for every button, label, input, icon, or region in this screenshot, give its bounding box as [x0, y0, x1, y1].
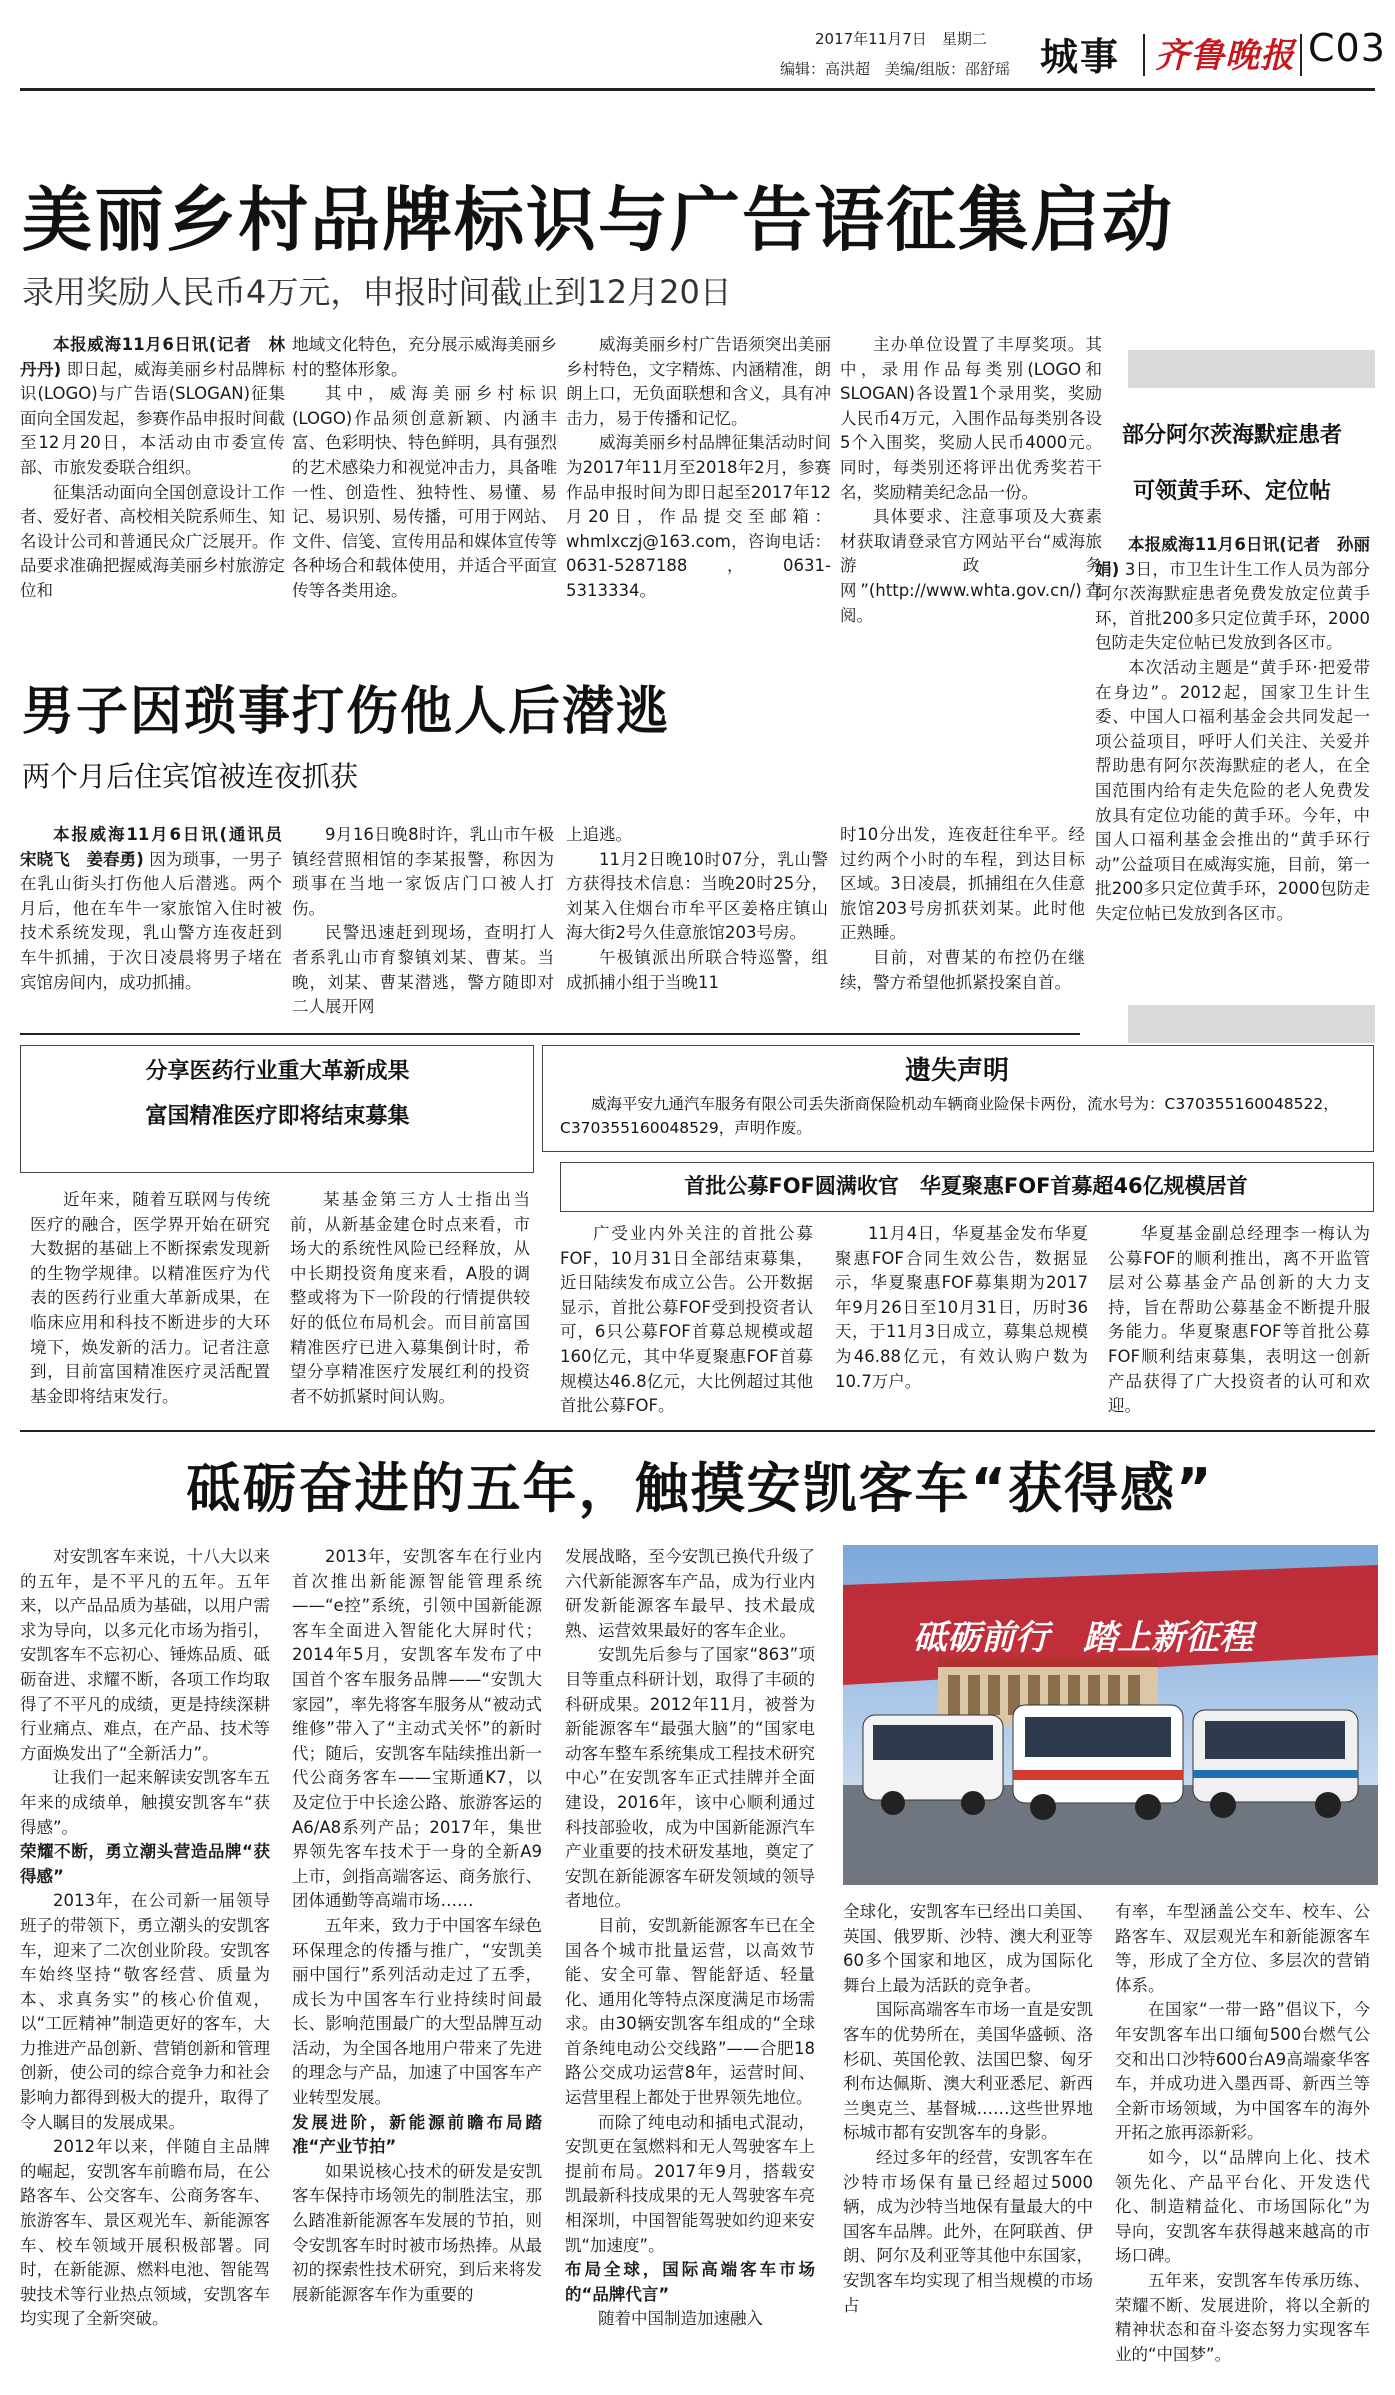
mid-rule-2: [20, 1430, 1375, 1432]
mid-rule-1: [20, 1033, 1080, 1035]
article3-col4: 全球化，安凯客车已经出口美国、英国、俄罗斯、沙特、澳大利亚等60多个国家和地区，成为国际化舞台上最为活跃的竞争者。 国际高端客车市场一直是安凯客车的优势所在，美国华盛顿、洛杉矶、英国伦敦、法国巴黎、匈牙利布达佩斯、澳大利亚悉尼、新西兰奥克兰、基督城……这些世界地标城市都有安凯客车的身影。 经过多年的经营，安凯客车在沙特市场保有量已经超过5000辆，成为沙特当地保有量最大的中国客车品牌。此外，在阿联酋、伊朗、阿尔及利亚等其他中东国家，安凯客车均实现了相当规模的市场占: [843, 1902, 1093, 2315]
bus-1: [863, 1715, 1003, 1815]
paper-logo: 齐鲁晚报: [1155, 36, 1295, 76]
article3-heading-2: 发展进阶，新能源前瞻布局踏准“产业节拍”: [292, 2112, 542, 2157]
masthead-divider: [1143, 34, 1145, 76]
article1-title: 美丽乡村品牌标识与广告语征集启动: [22, 179, 1174, 261]
ad2-title: 首批公募FOF圆满收官 华夏聚惠FOF首募超46亿规模居首: [684, 1174, 1248, 1198]
bus-2: [1013, 1705, 1183, 1820]
sidebar-body: 本报威海11月6日讯(记者 孙丽娟) 3日，市卫生计生工作人员为部分阿尔茨海默症患者免费发放定位黄手环，首批200多只定位黄手环，2000包防走失定位帖已发放到各区市。 本次活动主题是“黄手环·把爱带在身边”。2012起，国家卫生计生委、中国人口福利基金会共同发起一项公益项目，呼吁人们关注、关爱并帮助患有阿尔茨海默症的老人，在全国范围内给有走失危险的老人免费发放具有定位功能的黄手环。今年，中国人口福利基金会推出的“黄手环行动”公益项目在威海实施，目前，第一批200多只定位黄手环，2000包防走失定位帖已发放到各区市。: [1095, 535, 1371, 923]
sidebar-band-top: [1128, 350, 1375, 388]
article1-col2: 地域文化特色，充分展示威海美丽乡村的整体形象。 其中，威海美丽乡村标识(LOGO)作品须创意新颖、内涵丰富、色彩明快、特色鲜明，具有强烈的艺术感染力和视觉冲击力，具备唯一性、创造性、独特性、易懂、易记、易识别、易传播，可用于网站、文件、信笺、宣传用品和媒体宣传等各种场合和载体使用，并适合平面宣传等各类用途。: [292, 335, 557, 600]
sidebar-title-1: 部分阿尔茨海默症患者: [1121, 423, 1342, 448]
notice-title: 遗失声明: [904, 1056, 1009, 1086]
ad2-col3: 华夏基金副总经理李一梅认为公募FOF的顺利推出，离不开监管层对公募基金产品创新的大力支持，旨在帮助公募基金不断提升服务能力。华夏聚惠FOF等首批公募FOF顺利结束募集，表明这一创新产品获得了广大投资者的认可和欢迎。: [1108, 1224, 1370, 1416]
article2-col1: 本报威海11月6日讯(通讯员 宋晓飞 姜春勇) 因为琐事，一男子在乳山街头打伤他人后潜逃。两个月后，他在车牛一家旅馆入住时被技术系统发现，乳山警方连夜赶到车牛抓捕，于次日凌晨将男子堵在宾馆房间内，成功抓捕。: [20, 825, 299, 992]
article3-col5: 有率，车型涵盖公交车、校车、公路客车、双层观光车和新能源客车等，形成了全方位、多层次的营销体系。 在国家“一带一路”倡议下，今年安凯客车出口缅甸500台燃气公交和出口沙特600台A9高端豪华客车，并成功进入墨西哥、新西兰等全新市场领域，为中国客车的海外开拓之旅再添新彩。 如今，以“品牌向上化、技术领先化、产品平台化、开发迭代化、制造精益化、市场国际化”为导向，安凯客车获得越来越高的市场口碑。 五年来，安凯客车传承历练、荣耀不断、发展进阶，将以全新的精神状态和奋斗姿态努力实现客车业的“中国梦”。: [1115, 1902, 1370, 2364]
section-name: 城事: [1040, 35, 1121, 79]
ad1-col2: 某基金第三方人士指出当前，从新基金建仓时点来看，市场大的系统性风险已经释放，从中长期投资角度来看，A股的调整或将为下一阶段的行情提供较好的低位布局机会。而目前富国精准医疗已进入募集倒计时，希望分享精准医疗发展红利的投资者不妨抓紧时间认购。: [290, 1190, 530, 1406]
ad1-title-2: 富国精准医疗即将结束募集: [145, 1104, 410, 1129]
article2-col3: 上追逃。 11月2日晚10时07分，乳山警方获得技术信息：当晚20时25分，刘某入住烟台市牟平区姜格庄镇山海大街2号久佳意旅馆203号房。 午极镇派出所联合特巡警，组成抓捕小组于当晚11: [566, 825, 828, 992]
masthead-rule: [20, 88, 1375, 91]
article2-subtitle: 两个月后住宾馆被连夜抓获: [22, 760, 359, 793]
bus-3: [1193, 1710, 1358, 1818]
sidebar-title-2: 可领黄手环、定位帖: [1132, 479, 1331, 504]
article2-title: 男子因琐事打伤他人后潜逃: [22, 682, 671, 742]
article2-col4: 时10分出发，连夜赶往牟平。经过约两个小时的车程，到达目标区域。3日凌晨，抓捕组在久佳意旅馆203号房抓获刘某。此时他正熟睡。 目前，对曹某的布控仍在继续，警方希望他抓紧投案自首。: [840, 825, 1085, 992]
article1-subtitle: 录用奖励人民币4万元，申报时间截止到12月20日: [22, 273, 732, 311]
ad1-title-1: 分享医药行业重大革新成果: [145, 1059, 410, 1084]
article3-col1: 对安凯客车来说，十八大以来的五年，是不平凡的五年。五年来，以产品品质为基础，以用户需求为导向，以多元化市场为指引，安凯客车不忘初心、锤炼品质、砥砺奋进、求耀不断，各项工作均取得了不平凡的成绩，更是持续深耕行业痛点、难点，在产品、技术等方面焕发出了“全新活力”。 让我们一起来解读安凯客车五年来的成绩单，触摸安凯客车“获得感”。 荣耀不断，勇立潮头营造品牌“获得感” 2013年，在公司新一届领导班子的带领下，勇立潮头的安凯客车，迎来了二次创业阶段。安凯客车始终坚持“敬客经营、质量为本、求真务实”的核心价值观，以“工匠精神”制造更好的客车，大力推进产品创新、营销创新和管理创新，使公司的综合竞争力和社会影响力都得到极大的提升，取得了令人瞩目的发展成果。 2012年以来，伴随自主品牌的崛起，安凯客车前瞻布局，在公路客车、公交客车、公商务客车、旅游客车、景区观光车、新能源客车、校车领域开展积极部署。同时，在新能源、燃料电池、智能驾驶技术等行业热点领域，安凯客车均实现了全新突破。: [20, 1547, 270, 2329]
ankai-bus-photo: [843, 1545, 1378, 1885]
sidebar-band-bottom: [1128, 1005, 1375, 1043]
article1-col4: 主办单位设置了丰厚奖项。其中，录用作品每类别(LOGO和SLOGAN)各设置1个录用奖，奖励人民币4万元，入围作品每类别各设5个入围奖，奖励人民币4000元。同时，每类别还将评出优秀奖若干名，奖励精美纪念品一份。 具体要求、注意事项及大赛素材获取请登录官方网站平台“威海旅游政务网”(http://www.whta.gov.cn/)查阅。: [840, 335, 1102, 625]
page-number: C03: [1308, 26, 1386, 70]
masthead-divider-2: [1300, 34, 1302, 76]
photo-caption: 砥砺前行 踏上新征程: [913, 1618, 1253, 1658]
article1-col3: 威海美丽乡村广告语须突出美丽乡村特色，文字精炼、内涵精准，朗朗上口，无负面联想和含义，具有冲击力，易于传播和记忆。 威海美丽乡村品牌征集活动时间为2017年11月至2018年2月，参赛作品申报时间为即日起至2017年12月20日，作品提交至邮箱：whmlxczj@163.com，咨询电话：0631-5287188，0631-5313334。: [566, 335, 831, 600]
ad2-col1: 广受业内外关注的首批公募FOF，10月31日全部结束募集，近日陆续发布成立公告。公开数据显示，首批公募FOF受到投资者认可，6只公募FOF首募总规模或超160亿元，其中华夏聚惠FOF首募规模达46.8亿元，大比例超过其他首批公募FOF。: [560, 1224, 813, 1416]
ad1-col1: 近年来，随着互联网与传统医疗的融合，医学界开始在研究大数据的基础上不断探索发现新的生物学规律。以精准医疗为代表的医药行业重大革新成果，在临床应用和科技不断进步的大环境下，焕发新的活力。记者注意到，目前富国精准医疗灵活配置基金即将结束发行。: [30, 1190, 270, 1406]
article2-col2: 9月16日晚8时许，乳山市午极镇经营照相馆的李某报警，称因为琐事在当地一家饭店门口被人打伤。 民警迅速赶到现场，查明打人者系乳山市育黎镇刘某、曹某。当晚，刘某、曹某潜逃，警方随即对二人展开网: [292, 825, 554, 1017]
article3-heading-1: 荣耀不断，勇立潮头营造品牌“获得感”: [20, 1842, 270, 1886]
notice-body: 威海平安九通汽车服务有限公司丢失浙商保险机动车辆商业险保卡两份，流水号为：C370355160048522，C370355160048529，声明作废。: [560, 1095, 1339, 1137]
ad2-col2: 11月4日，华夏基金发布华夏聚惠FOF合同生效公告，数据显示，华夏聚惠FOF募集期为2017年9月26日至10月31日，历时36天，于11月3日成立，募集总规模为46.88亿元，有效认购户数为10.7万户。: [835, 1224, 1088, 1391]
article3-col2: 2013年，安凯客车在行业内首次推出新能源智能管理系统——“e控”系统，引领中国新能源客车全面进入智能化大屏时代；2014年5月，安凯客车发布了中国首个客车服务品牌——“安凯大家园”，率先将客车服务从“被动式维修”带入了“主动式关怀”的新时代；随后，安凯客车陆续推出新一代公商务客车——宝斯通K7，以及定位于中长途公路、旅游客运的A6/A8系列产品；2017年，集世界领先客车技术于一身的全新A9上市，剑指高端客运、商务旅行、团体通勤等高端市场…… 五年来，致力于中国客车绿色环保理念的传播与推广，“安凯美丽中国行”系列活动走过了五季，成长为中国客车行业持续时间最长、影响范围最广的大型品牌互动活动，为全国各地用户带来了先进的理念与产品，加速了中国客车产业转型发展。 发展进阶，新能源前瞻布局踏准“产业节拍” 如果说核心技术的研发是安凯客车保持市场领先的制胜法宝，那么踏准新能源客车发展的节拍，则令安凯客车时时被市场热捧。从最初的探索性技术研究，到后来将发展新能源客车作为重要的: [292, 1547, 542, 2304]
issue-date: 2017年11月7日 星期二: [815, 30, 987, 48]
article3-title: 砥砺奋进的五年，触摸安凯客车“获得感”: [186, 1457, 1214, 1520]
bus-illustration: [843, 1545, 1378, 1885]
editors-line: 编辑：高洪超 美编/组版：邵舒瑶: [780, 60, 1011, 78]
article3-heading-3: 布局全球，国际高端客车市场的“品牌代言”: [565, 2260, 815, 2304]
article1-col1: 本报威海11月6日讯(记者 林丹丹) 即日起，威海美丽乡村品牌标识(LOGO)与广告语(SLOGAN)征集面向全国发起，参赛作品申报时间截至12月20日，本活动由市委宣传部、市旅发委联合组织。 征集活动面向全国创意设计工作者、爱好者、高校相关院系师生、知名设计公司和普通民众广泛展开。作品要求准确把握威海美丽乡村旅游定位和: [20, 335, 285, 600]
article3-col3: 发展战略，至今安凯已换代升级了六代新能源客车产品，成为行业内研发新能源客车最早、技术最成熟、运营效果最好的客车企业。 安凯先后参与了国家“863”项目等重点科研计划，取得了丰硕的科研成果。2012年11月，被誉为新能源客车“最强大脑”的“国家电动客车整车系统集成工程技术研究中心”在安凯客车正式挂牌并全面建设，2016年，该中心顺利通过科技部验收，成为中国新能源汽车产业重要的技术研发基地，奠定了安凯在新能源客车研发领域的领导者地位。 目前，安凯新能源客车已在全国各个城市批量运营，以高效节能、安全可靠、智能舒适、轻量化、通用化等特点深度满足市场需求。由30辆安凯客车组成的“全球首条纯电动公交线路”——合肥18路公交成功运营8年，运营时间、运营里程上都处于世界领先地位。 而除了纯电动和插电式混动，安凯更在氢燃料和无人驾驶客车上提前布局。2017年9月，搭载安凯最新科技成果的无人驾驶客车亮相深圳，中国智能驾驶如约迎来安凯“加速度”。 布局全球，国际高端客车市场的“品牌代言” 随着中国制造加速融入: [565, 1547, 815, 2329]
